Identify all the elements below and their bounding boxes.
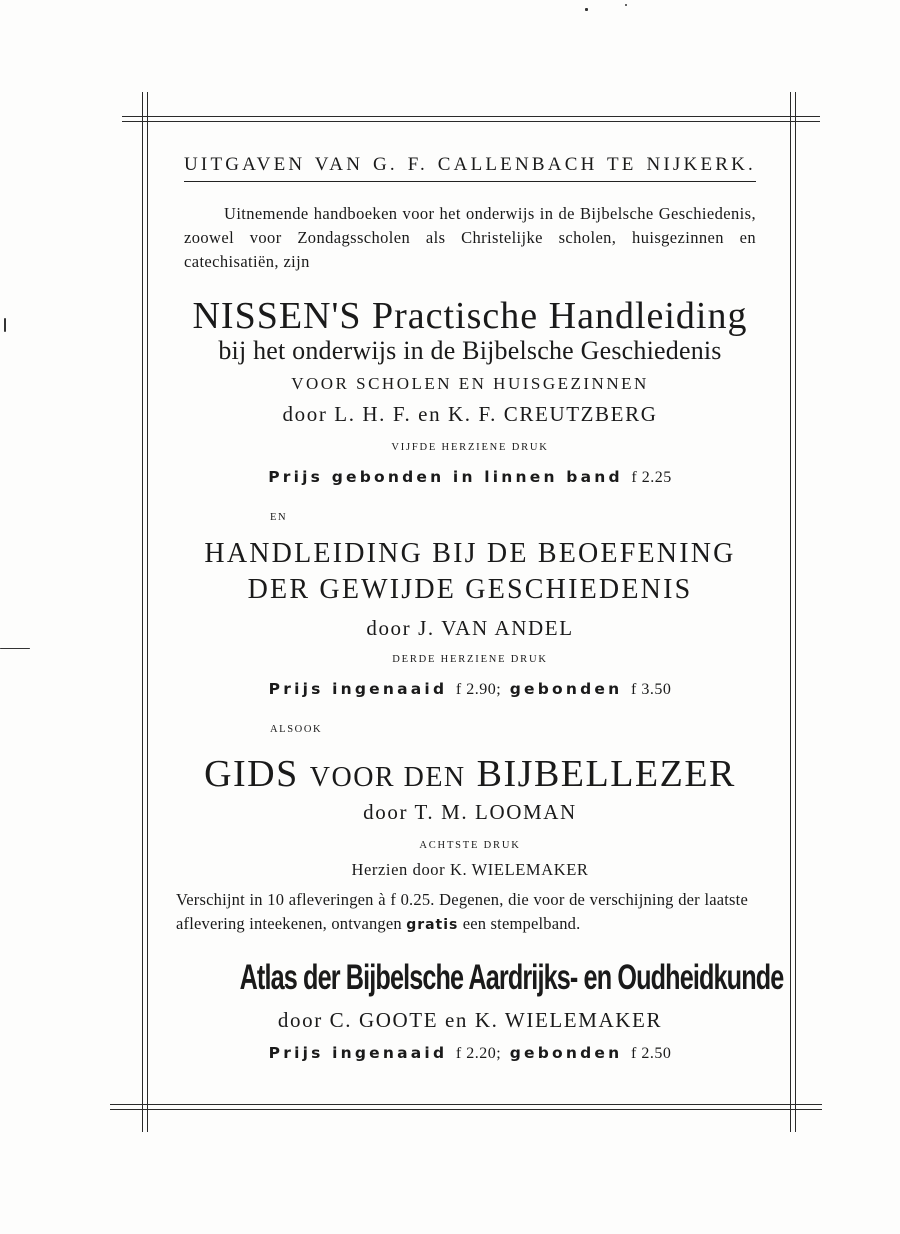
scan-speck [0, 648, 30, 649]
book4-price [150, 1044, 790, 1063]
book2-price-value2: f 3.50 [631, 681, 672, 698]
book3-title-c: BIJBELLEZER [476, 753, 736, 795]
book1-audience: VOOR SCHOLEN EN HUISGEZINNEN [291, 374, 649, 393]
book1-price [150, 468, 790, 487]
book3-title [150, 752, 790, 796]
frame-bottom-rule-outer [110, 1109, 822, 1110]
joiner-alsook: ALSOOK [270, 724, 323, 735]
scan-speck [4, 318, 6, 332]
book2-price-value1: f 2.90; [455, 681, 502, 698]
book1-title: NISSEN'S Practische Handleiding [192, 295, 748, 337]
book1-edition: VIJFDE HERZIENE DRUK [391, 442, 549, 453]
book3-title-b: VOOR DEN [309, 762, 466, 793]
book2-price [150, 680, 790, 699]
publisher-underline [184, 181, 756, 182]
book2-edition: DERDE HERZIENE DRUK [392, 654, 548, 665]
book3-revised: Herzien door K. WIELEMAKER [351, 860, 589, 879]
book3-note-part2: een stempelband. [462, 914, 581, 933]
book3-author: door T. M. LOOMAN [363, 800, 577, 824]
frame-bottom-rule-inner [110, 1104, 822, 1105]
book1-price-label: Prijs gebonden in linnen band [268, 468, 623, 486]
book1-author: door L. H. F. en K. F. CREUTZBERG [282, 402, 658, 426]
book2-title-line2: DER GEWIJDE GESCHIEDENIS [247, 574, 693, 605]
frame-left-rule-outer [142, 92, 143, 1132]
frame-right-rule-outer [795, 92, 796, 1132]
book2-price-label1: Prijs ingenaaid [268, 680, 448, 698]
scan-speck [625, 4, 627, 6]
book1-subtitle: bij het onderwijs in de Bijbelsche Geschiedenis [218, 336, 722, 365]
frame-top-rule-outer [122, 116, 820, 117]
book3-edition: ACHTSTE DRUK [419, 840, 521, 851]
book3-note-bold: gratis [406, 917, 459, 933]
book4-author: door C. GOOTE en K. WIELEMAKER [277, 1008, 663, 1032]
book4-price-label1: Prijs ingenaaid [268, 1044, 448, 1062]
frame-right-rule-inner [790, 92, 791, 1132]
frame-top-rule-inner [122, 121, 820, 122]
book4-price-value2: f 2.50 [631, 1045, 672, 1062]
book4-price-label2: gebonden [509, 1044, 623, 1062]
intro-paragraph [184, 202, 756, 274]
joiner-en: EN [270, 512, 288, 523]
book4-title: Atlas der Bijbelsche Aardrijks- en Oudheidkunde [239, 958, 784, 997]
book4-price-value1: f 2.20; [455, 1045, 502, 1062]
book3-title-a: GIDS [204, 753, 299, 795]
book1-price-value: f 2.25 [631, 469, 672, 486]
frame-left-rule-inner [147, 92, 148, 1132]
book2-author: door J. VAN ANDEL [366, 616, 574, 640]
book2-price-label2: gebonden [509, 680, 623, 698]
book3-note-part1: Verschijnt in 10 afleveringen à f 0.25. Degenen, die voor de verschijning der laatste aflevering inteekenen, ontvangen [176, 890, 748, 933]
intro-text: Uitnemende handboeken voor het onderwijs in de Bijbelsche Geschiedenis, zoowel voor Zondagsscholen als Christelijke scholen, huisgezinnen en catechisatiën, zijn [184, 204, 756, 271]
scan-speck [585, 8, 588, 11]
book3-note [176, 888, 748, 937]
publisher-header: UITGAVEN VAN G. F. CALLENBACH TE NIJKERK. [184, 154, 756, 175]
book2-title-line1: HANDLEIDING BIJ DE BEOEFENING [204, 538, 736, 569]
